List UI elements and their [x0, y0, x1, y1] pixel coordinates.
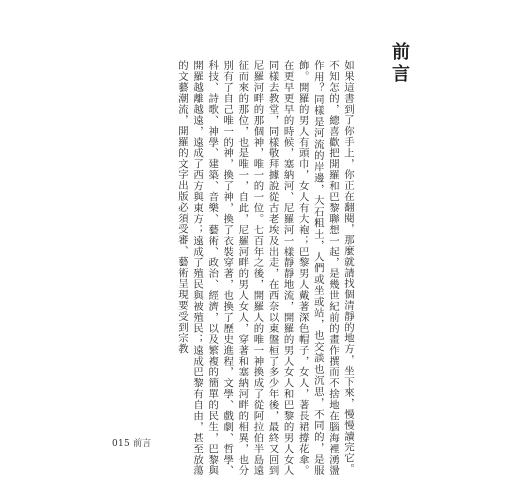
page-number: 015 [112, 439, 131, 449]
paragraph: 不知怎的，總喜歡把開羅和巴黎聯想一起，是幾世紀前的畫作撰而不捨地在腦海裡湧盪作用？同樣是河流的岸邊，大石粗土，人們或坐或站，也交談也沉思，不同的，是服飾。開羅的男人有頭巾，女人有大袍；巴黎男人戴著深色帽子，女人，著長裙撐花傘。在更早更早的時候，塞納河、尼羅河一樣靜靜地流，開羅的男人女人和巴黎的男人女人同樣去教堂，同樣敬拜據說從古老埃及出走，在西奈以東盤桓了多少年後，最終又回到尼羅河畔的那個神，唯一的一位。七百年之後，開羅人的唯一神換成了從阿拉伯半島遠征而來的那位，也是唯一，自此，尼羅河畔的男人女人，穿著和塞納河畔的相異，也分別有了自己唯一的神，換了神，換了衣裝穿著，也換了歷史進程，文學、戲劇、哲學、科技、詩歌、神學、建築、音樂、藝術、政治、經濟，以及繁複的簡單的民生，巴黎與開羅越離越遠，遠成了西方與東方；遠成了殖民與被殖民；遠成巴黎有自由，甚至放蕩的文藝潮流，開羅的文字出版必須受審、藝術呈現要受到宗教 [175, 60, 339, 476]
page-footer [112, 436, 151, 449]
chapter-title: 前言 [389, 42, 411, 86]
body-text [133, 60, 355, 476]
paragraph: 如果這書到了你手上，你正在翻閱，那麼就請找個清靜的地方，坐下來，慢慢讀完它。 [342, 60, 354, 475]
running-header: 前言 [133, 439, 152, 449]
